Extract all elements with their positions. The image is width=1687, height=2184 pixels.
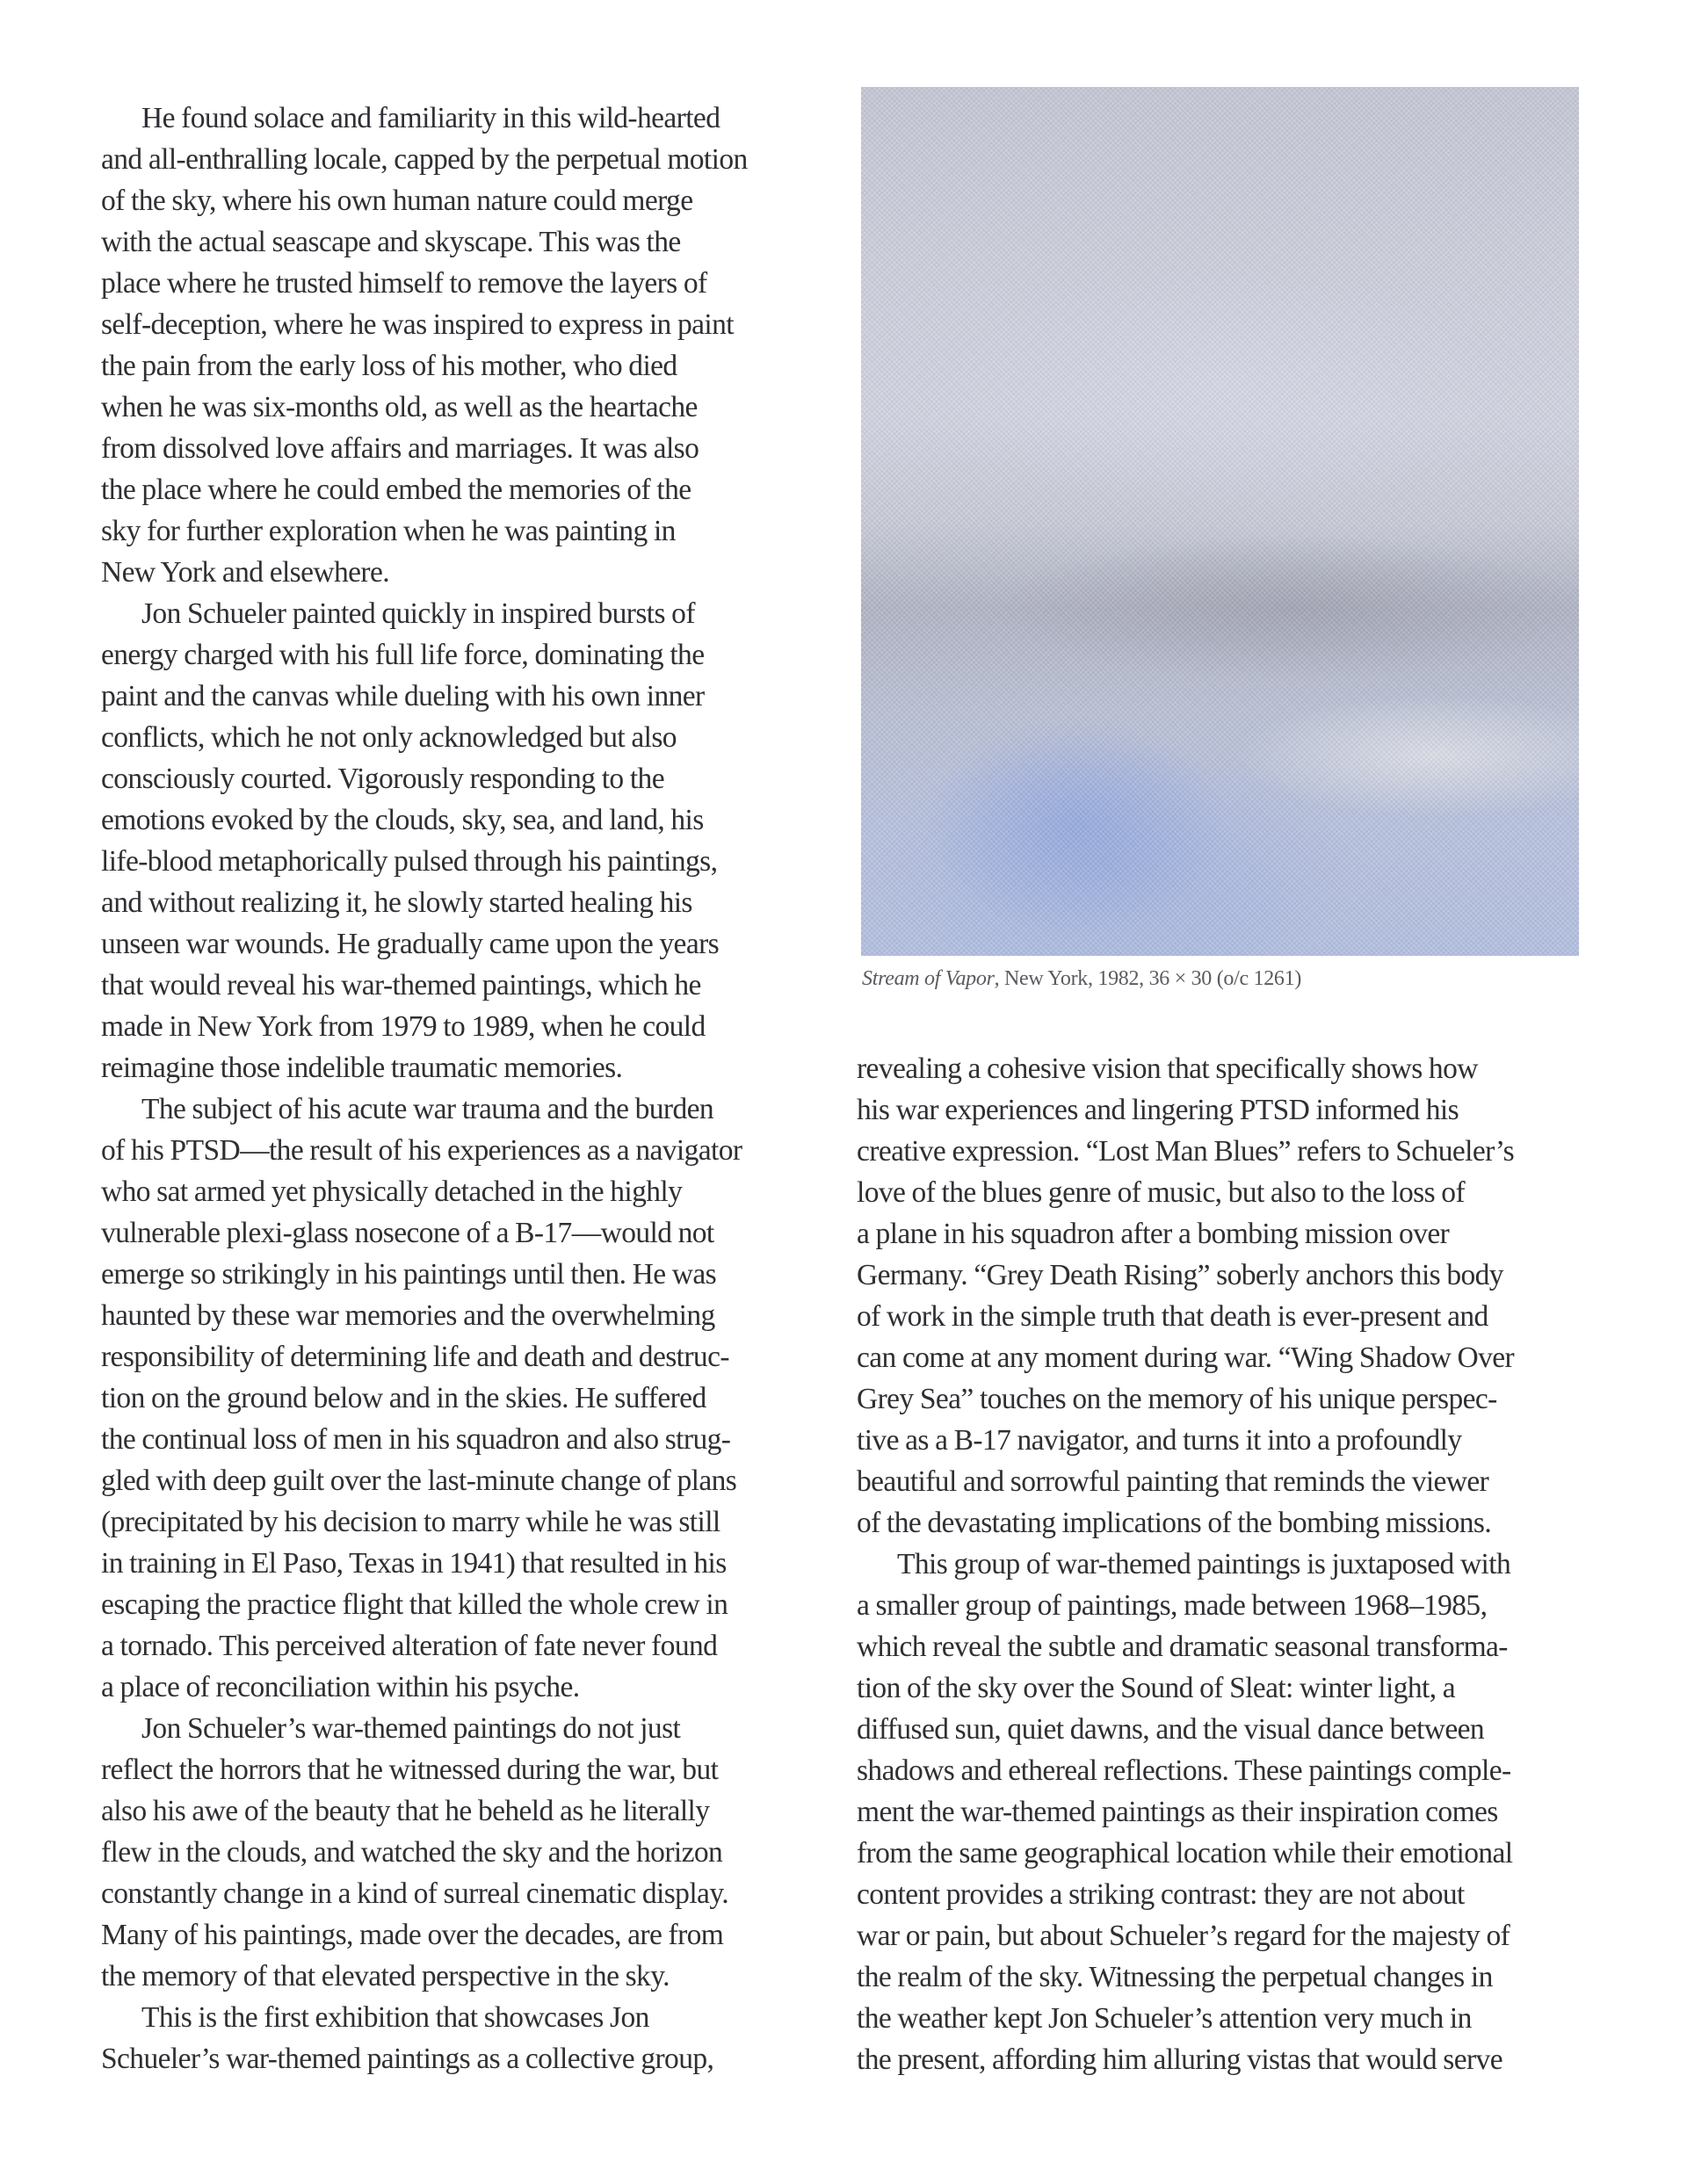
text-line: Schueler’s war-themed paintings as a collective group, bbox=[101, 2043, 714, 2075]
text-line: This is the first exhibition that showcases Jon bbox=[141, 2001, 649, 2034]
text-line: war or pain, but about Schueler’s regard for the majesty of bbox=[857, 1920, 1510, 1952]
text-line: flew in the clouds, and watched the sky and the horizon bbox=[101, 1836, 723, 1869]
text-line: also his awe of the beauty that he beheld as he literally bbox=[101, 1795, 710, 1827]
text-line: haunted by these war memories and the overwhelming bbox=[101, 1299, 715, 1332]
text-line: and without realizing it, he slowly started healing his bbox=[101, 886, 692, 919]
text-line: conflicts, which he not only acknowledged but also bbox=[101, 721, 677, 754]
text-line: the place where he could embed the memories of the bbox=[101, 474, 691, 506]
text-line: the pain from the early loss of his mother, who died bbox=[101, 350, 677, 382]
text-line: emotions evoked by the clouds, sky, sea, and land, his bbox=[101, 804, 704, 836]
left-text-column bbox=[101, 98, 839, 2079]
text-line: tive as a B-17 navigator, and turns it into a profoundly bbox=[857, 1424, 1462, 1457]
text-line: of work in the simple truth that death is ever-present and bbox=[857, 1300, 1488, 1333]
text-line: unseen war wounds. He gradually came upon the years bbox=[101, 928, 720, 960]
text-line: reflect the horrors that he witnessed during the war, but bbox=[101, 1754, 719, 1786]
right-text-column bbox=[857, 1048, 1586, 2080]
text-line: vulnerable plexi-glass nosecone of a B-17—would not bbox=[101, 1217, 714, 1249]
text-line: tion of the sky over the Sound of Sleat: winter light, a bbox=[857, 1672, 1456, 1704]
caption-details: , New York, 1982, 36 × 30 (o/c 1261) bbox=[994, 967, 1302, 990]
text-line: tion on the ground below and in the skies. He suffered bbox=[101, 1382, 706, 1414]
text-line: with the actual seascape and skyscape. This was the bbox=[101, 226, 681, 258]
text-line: He found solace and familiarity in this wild-hearted bbox=[141, 102, 720, 134]
text-line: energy charged with his full life force, dominating the bbox=[101, 639, 705, 671]
text-line: responsibility of determining life and death and destruc- bbox=[101, 1341, 729, 1373]
text-line: of the devastating implications of the bombing missions. bbox=[857, 1507, 1492, 1539]
text-line: of the sky, where his own human nature could merge bbox=[101, 184, 693, 217]
text-line: New York and elsewhere. bbox=[101, 556, 389, 589]
text-line: and all-enthralling locale, capped by the perpetual motion bbox=[101, 143, 748, 176]
text-line: a tornado. This perceived alteration of fate never found bbox=[101, 1630, 718, 1662]
text-line: consciously courted. Vigorously responding to the bbox=[101, 763, 664, 795]
text-line: content provides a striking contrast: they are not about bbox=[857, 1878, 1465, 1911]
text-line: diffused sun, quiet dawns, and the visual dance between bbox=[857, 1713, 1485, 1746]
text-line: who sat armed yet physically detached in the highly bbox=[101, 1175, 683, 1208]
text-line: creative expression. “Lost Man Blues” refers to Schueler’s bbox=[857, 1135, 1515, 1168]
text-line: beautiful and sorrowful painting that reminds the viewer bbox=[857, 1465, 1489, 1498]
text-line: paint and the canvas while dueling with his own inner bbox=[101, 680, 705, 712]
text-line: the weather kept Jon Schueler’s attention very much in bbox=[857, 2002, 1472, 2035]
text-line: escaping the practice flight that killed the whole crew in bbox=[101, 1588, 728, 1621]
text-line: shadows and ethereal reflections. These paintings comple- bbox=[857, 1754, 1511, 1787]
text-line: life-blood metaphorically pulsed through his paintings, bbox=[101, 845, 718, 878]
text-line: love of the blues genre of music, but also to the loss of bbox=[857, 1176, 1466, 1209]
text-line: sky for further exploration when he was painting in bbox=[101, 515, 676, 547]
text-line: the realm of the sky. Witnessing the perpetual changes in bbox=[857, 1961, 1493, 1993]
text-line: (precipitated by his decision to marry while he was still bbox=[101, 1506, 720, 1538]
text-line: when he was six-months old, as well as the heartache bbox=[101, 391, 698, 423]
text-line: from dissolved love affairs and marriages. It was also bbox=[101, 432, 699, 465]
text-line: Grey Sea” touches on the memory of his unique perspec- bbox=[857, 1383, 1497, 1415]
text-line: made in New York from 1979 to 1989, when he could bbox=[101, 1010, 706, 1043]
text-line: in training in El Paso, Texas in 1941) that resulted in his bbox=[101, 1547, 727, 1580]
text-line: the memory of that elevated perspective in the sky. bbox=[101, 1960, 670, 1992]
text-line: self-deception, where he was inspired to express in paint bbox=[101, 308, 734, 341]
text-line: a plane in his squadron after a bombing mission over bbox=[857, 1218, 1450, 1250]
text-line: reimagine those indelible traumatic memories. bbox=[101, 1052, 623, 1084]
text-line: place where he trusted himself to remove the layers of bbox=[101, 267, 707, 300]
text-line: which reveal the subtle and dramatic seasonal transforma- bbox=[857, 1631, 1508, 1663]
text-line: ment the war-themed paintings as their inspiration comes bbox=[857, 1796, 1498, 1828]
text-line: Jon Schueler painted quickly in inspired bursts of bbox=[141, 597, 695, 630]
figure-caption bbox=[862, 965, 1301, 992]
text-line: the continual loss of men in his squadron and also strug- bbox=[101, 1423, 731, 1456]
text-line: Jon Schueler’s war-themed paintings do not just bbox=[141, 1712, 681, 1745]
painting-image bbox=[861, 87, 1579, 956]
text-line: This group of war-themed paintings is juxtaposed with bbox=[897, 1548, 1511, 1580]
text-line: Germany. “Grey Death Rising” soberly anchors this body bbox=[857, 1259, 1503, 1291]
text-line: a place of reconciliation within his psyche. bbox=[101, 1671, 580, 1703]
text-line: his war experiences and lingering PTSD informed his bbox=[857, 1094, 1459, 1126]
text-line: constantly change in a kind of surreal cinematic display. bbox=[101, 1877, 729, 1910]
caption-title: Stream of Vapor bbox=[862, 967, 995, 990]
text-line: a smaller group of paintings, made between 1968–1985, bbox=[857, 1589, 1488, 1622]
text-line: Many of his paintings, made over the decades, are from bbox=[101, 1919, 724, 1951]
text-line: that would reveal his war-themed paintings, which he bbox=[101, 969, 701, 1002]
text-line: revealing a cohesive vision that specifically shows how bbox=[857, 1052, 1478, 1085]
text-line: of his PTSD—the result of his experiences as a navigator bbox=[101, 1134, 742, 1167]
text-line: from the same geographical location while their emotional bbox=[857, 1837, 1513, 1869]
text-line: the present, affording him alluring vistas that would serve bbox=[857, 2043, 1502, 2076]
text-line: can come at any moment during war. “Wing Shadow Over bbox=[857, 1341, 1515, 1374]
text-line: The subject of his acute war trauma and the burden bbox=[141, 1093, 714, 1125]
text-line: emerge so strikingly in his paintings until then. He was bbox=[101, 1258, 717, 1291]
text-line: gled with deep guilt over the last-minute change of plans bbox=[101, 1464, 737, 1497]
